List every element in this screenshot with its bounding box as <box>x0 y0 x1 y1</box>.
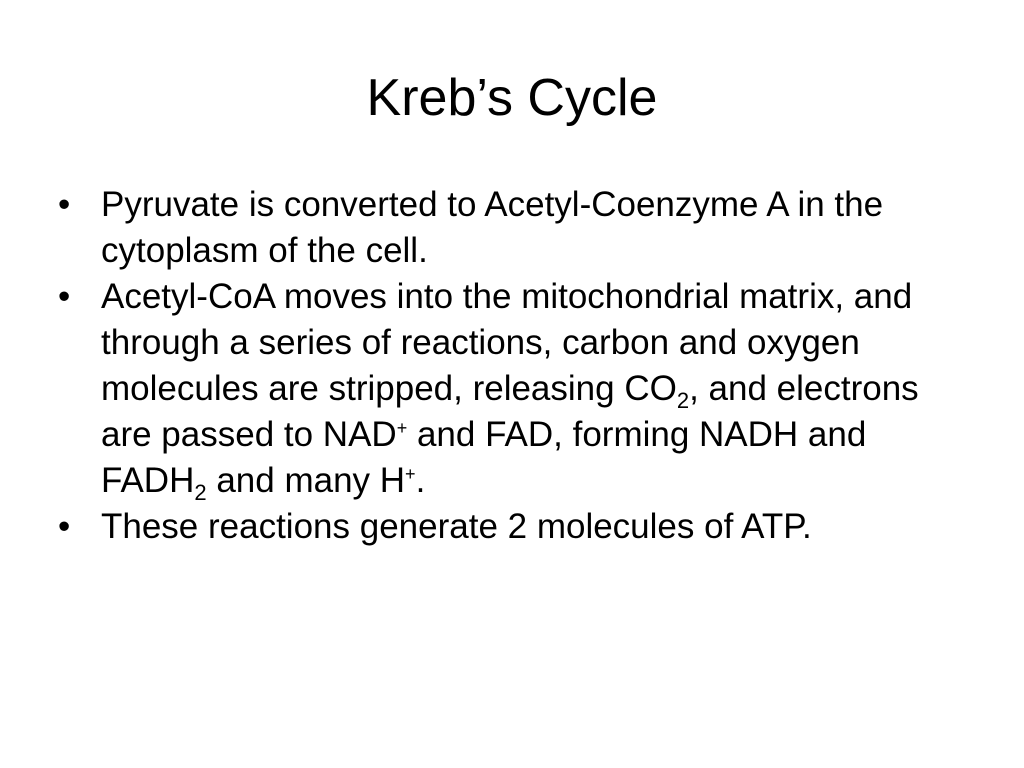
bullet-text-segment: , and electrons are passed to NAD <box>101 369 919 454</box>
bullet-item <box>58 182 958 274</box>
superscript: + <box>405 464 416 484</box>
slide-title: Kreb’s Cycle <box>366 69 658 127</box>
bullet-text: Pyruvate is converted to Acetyl-Coenzyme A in the cytoplasm of the cell. <box>101 185 884 270</box>
bullet-text-segment: Acetyl-CoA moves into the mitochondrial matrix, and through a series of reactions, carbon and oxygen molecules are stripped, releasing CO <box>101 277 913 408</box>
bullet-list <box>58 182 958 550</box>
bullet-text-segment: and many H <box>206 461 406 500</box>
bullet-dot: • <box>58 277 71 316</box>
bullet-text-segment: . <box>415 461 426 500</box>
superscript: + <box>396 418 408 438</box>
bullet-dot: • <box>58 185 71 224</box>
bullet-item <box>58 274 958 504</box>
bullet-text <box>101 277 919 505</box>
bullet-dot: • <box>58 507 71 546</box>
bullet-text: These reactions generate 2 molecules of ATP. <box>101 507 812 546</box>
subscript: 2 <box>194 480 207 505</box>
bullet-item <box>58 504 958 550</box>
subscript: 2 <box>676 388 690 413</box>
bullet-text-segment: and FAD, forming NADH and FADH <box>101 415 867 500</box>
